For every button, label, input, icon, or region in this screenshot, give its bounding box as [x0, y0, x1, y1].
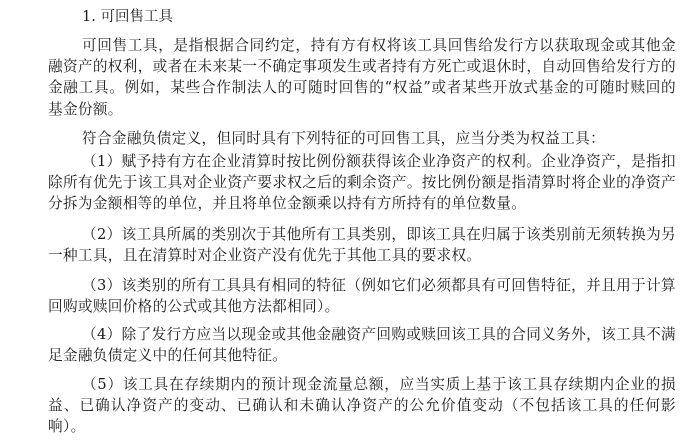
criterion-4-paragraph: （4）除了发行方应当以现金或其他金融资产回购或赎回该工具的合同义务外，该工具不满足金融负债定义中的任何其他特征。: [48, 326, 676, 365]
classification-intro-paragraph: 符合金融负债定义，但同时具有下列特征的可回售工具，应当分类为权益工具：: [82, 130, 606, 147]
criterion-1-paragraph: （1）赋予持有方在企业清算时按比例份额获得该企业净资产的权利。企业净资产，是指扣除所有优先于该工具对企业资产要求权之后的剩余资产。按比例份额是指清算时将企业的净资产分拆为金额相等的单位，并且将单位金额乘以持有方所持有的单位数量。: [48, 153, 676, 213]
definition-paragraph: 可回售工具，是指根据合同约定，持有方有权将该工具回售给发行方以获取现金或其他金融资产的权利，或者在未来某一不确定事项发生或者持有方死亡或退休时，自动回售给发行方的金融工具。例如，某些合作制法人的可随时回售的“权益”或者某些开放式基金的可随时赎回的基金份额。: [48, 37, 676, 118]
criterion-5-paragraph: （5）该工具在存续期内的预计现金流量总额，应当实质上基于该工具存续期内企业的损益、已确认净资产的变动、已确认和未确认净资产的公允价值变动（不包括该工具的任何影响）。: [48, 376, 676, 436]
section-heading: 1. 可回售工具: [82, 9, 173, 25]
criterion-2-paragraph: （2）该工具所属的类别次于其他所有工具类别，即该工具在归属于该类别前无须转换为另一种工具，且在清算时对企业资产没有优先于其他工具的要求权。: [48, 226, 676, 265]
criterion-3-paragraph: （3）该类别的所有工具具有相同的特征（例如它们必须都具有可回售特征，并且用于计算回购或赎回价格的公式或其他方法都相同）。: [48, 277, 676, 316]
